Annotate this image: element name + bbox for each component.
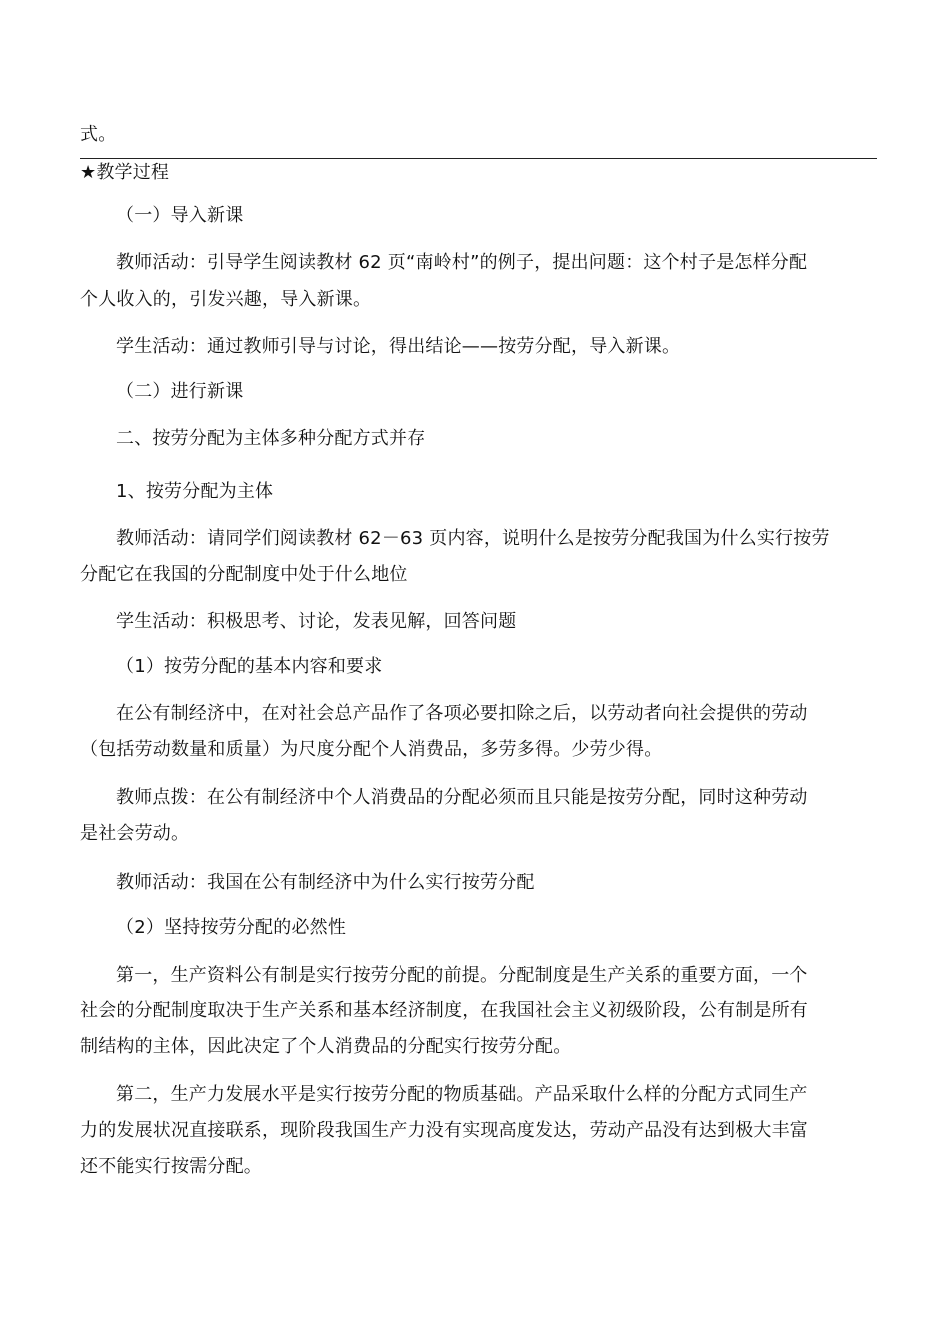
text-line: 教师活动：请同学们阅读教材 62－63 页内容，说明什么是按劳分配我国为什么实行按劳 [116,528,830,549]
text-line: 教师活动：我国在公有制经济中为什么实行按劳分配 [116,872,535,893]
text-line: 教师活动：引导学生阅读教材 62 页“南岭村”的例子，提出问题：这个村子是怎样分配 [116,252,808,273]
text-line: 制结构的主体，因此决定了个人消费品的分配实行按劳分配。 [80,1036,572,1057]
text-line: 式。 [80,124,117,145]
text-line: （1）按劳分配的基本内容和要求 [116,656,383,677]
subsection-heading: （二）进行新课 [116,381,244,402]
text-line: 是社会劳动。 [80,823,190,844]
text-line: 在公有制经济中，在对社会总产品作了各项必要扣除之后，以劳动者向社会提供的劳动 [116,703,808,724]
text-line: 学生活动：通过教师引导与讨论，得出结论——按劳分配，导入新课。 [116,336,681,357]
text-line: 第二，生产力发展水平是实行按劳分配的物质基础。产品采取什么样的分配方式同生产 [116,1084,808,1105]
text-line: 学生活动：积极思考、讨论，发表见解，回答问题 [116,611,517,632]
text-line: 个人收入的，引发兴趣，导入新课。 [80,289,372,310]
text-line: 还不能实行按需分配。 [80,1156,262,1177]
text-line: 1、按劳分配为主体 [116,481,274,502]
section-divider [80,158,877,159]
text-line: 力的发展状况直接联系，现阶段我国生产力没有实现高度发达，劳动产品没有达到极大丰富 [80,1120,808,1141]
text-line: 社会的分配制度取决于生产关系和基本经济制度，在我国社会主义初级阶段，公有制是所有 [80,1000,808,1021]
text-line: 二、按劳分配为主体多种分配方式并存 [116,428,426,449]
section-heading: ★教学过程 [80,162,170,183]
subsection-heading: （一）导入新课 [116,205,244,226]
text-line: （包括劳动数量和质量）为尺度分配个人消费品，多劳多得。少劳少得。 [80,739,663,760]
text-line: （2）坚持按劳分配的必然性 [116,917,347,938]
text-line: 分配它在我国的分配制度中处于什么地位 [80,564,408,585]
text-line: 教师点拨：在公有制经济中个人消费品的分配必须而且只能是按劳分配，同时这种劳动 [116,787,808,808]
text-line: 第一，生产资料公有制是实行按劳分配的前提。分配制度是生产关系的重要方面，一个 [116,965,808,986]
